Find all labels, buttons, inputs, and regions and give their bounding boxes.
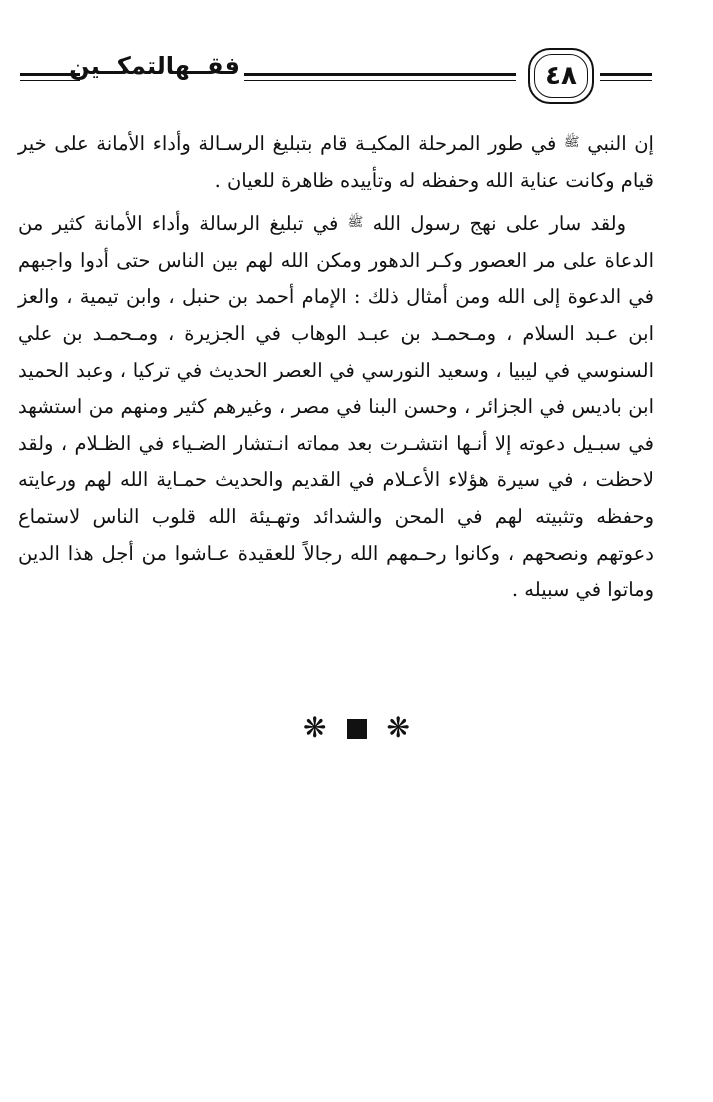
header-rule-middle	[244, 73, 516, 76]
paragraph	[18, 205, 654, 609]
square-ornament-icon	[347, 719, 367, 739]
salla-glyph: ﷺ	[563, 135, 580, 150]
paragraph-text: ولقد سار على نهج رسول الله	[363, 212, 626, 236]
page-number	[528, 48, 594, 104]
paragraph-text: في طور المرحلة المكيـة قام بتبليغ الرسـالة وأداء الأمانة على خير قيام وكانت عناية الله وحفظه له وتأييده ظاهرة للعيان .	[18, 132, 654, 192]
paragraph-text: إن النبي	[579, 132, 654, 155]
section-ornament	[0, 708, 713, 748]
page-header	[0, 40, 713, 110]
asterisk-ornament-icon: ❋	[303, 711, 327, 744]
page-number-text: ٤٨	[545, 61, 577, 91]
paragraph-text: في تبليغ الرسالة وأداء الأمانة كثير من الدعاة على مر العصور وكـر الدهور ومكن الله لهم بين الناس حتى أدوا واجبهم في الدعوة إلى الله ومن أمثال ذلك : الإمام أحمد بن حنبل ، وابن تيمية ، والعز ابن عـبد السلام ، ومـحمـد بن عبـد الوهاب في الجزيرة ، ومـحمـد بن علي السنوسي في ليبيا ، وسعيد النورسي في العصر الحديث في تركيا ، وعبد الحميد ابن باديس في الجزائر ، وحسن البنا في مصر ، وغيرهم كثير ومنهم من استشهد في سبـيل دعوته إلا أنـها انتشـرت بعد مماته انـتشار الضـياء في الظـلام ، ولقد لاحظت ، في سيرة هؤلاء الأعـلام في القديم والحديث حمـاية الله لهم ورعايته وحفظه وتثبيته لهم في المحن والشدائد وتهـيئة الله قلوب الناس لاستماع دعوتهم ونصحهم ، وكانوا رحـمهم الله رجالاً للعقيدة عـاشوا من أجل هذا الدين وماتوا في سبيله .	[18, 212, 654, 602]
body-text	[18, 125, 654, 609]
header-rule-left	[20, 73, 80, 76]
paragraph	[18, 125, 654, 199]
asterisk-ornament-icon: ❋	[386, 711, 410, 744]
salla-glyph: ﷺ	[347, 215, 364, 231]
running-title: فقــهالتمكــين	[69, 52, 240, 80]
header-rule-right	[600, 73, 652, 76]
